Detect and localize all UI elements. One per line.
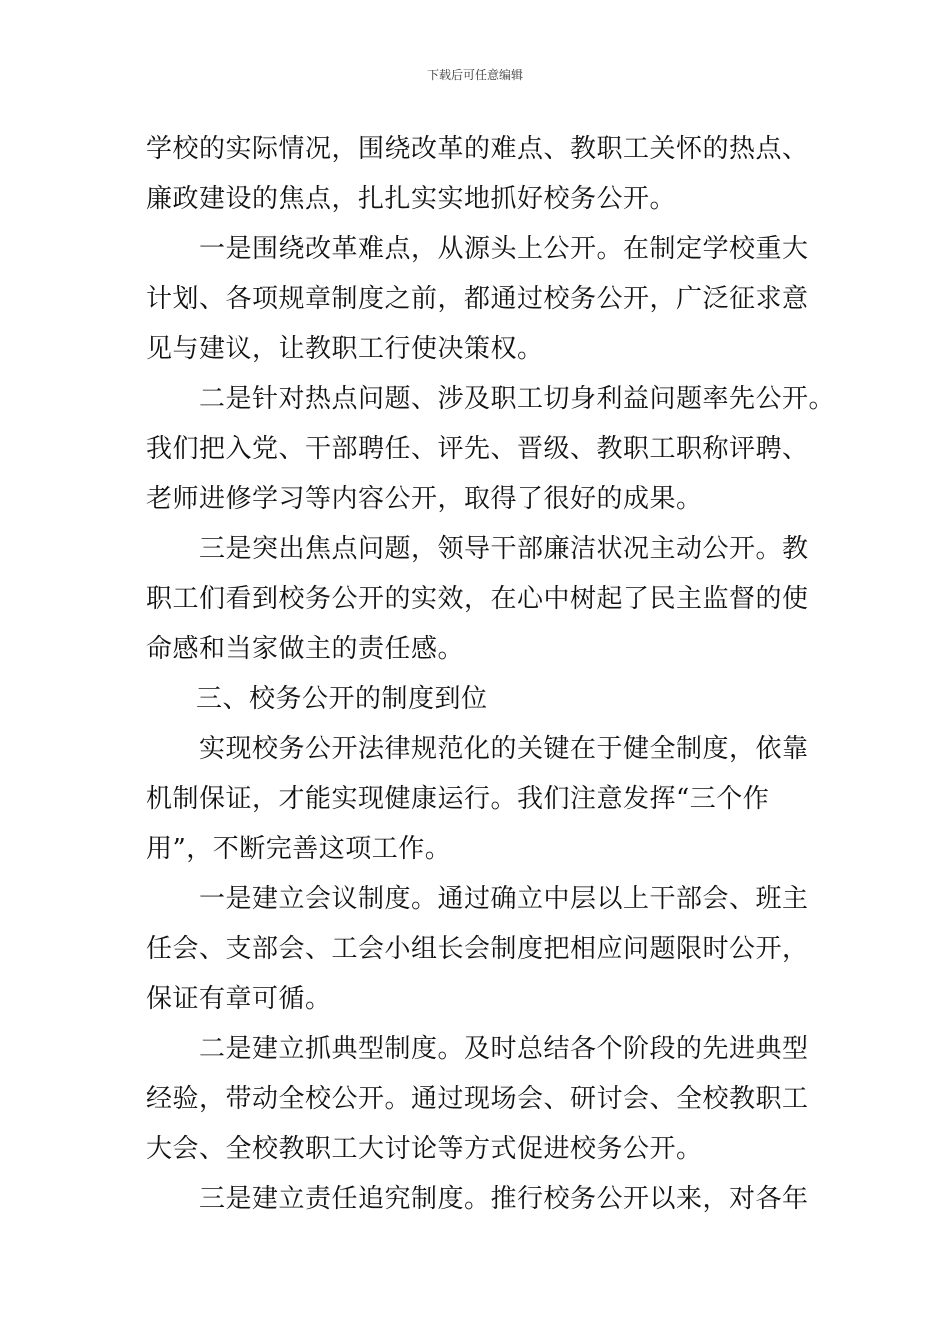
text-line: 一是围绕改革难点，从源头上公开。在制定学校重大 — [199, 234, 809, 264]
text-line: 三是突出焦点问题，领导干部廉洁状况主动公开。教 — [199, 534, 809, 564]
text-line: 机制保证，才能实现健康运行。我们注意发挥“三个作 — [146, 784, 770, 814]
text-line: 二是针对热点问题、涉及职工切身利益问题率先公开。 — [199, 384, 836, 414]
text-line: 命感和当家做主的责任感。 — [146, 634, 465, 664]
text-line: 实现校务公开法律规范化的关键在于健全制度，依靠 — [199, 734, 809, 764]
text-line: 学校的实际情况，围绕改革的难点、教职工关怀的热点、 — [146, 134, 809, 164]
text-line: 任会、支部会、工会小组长会制度把相应问题限时公开， — [146, 934, 809, 964]
text-line: 二是建立抓典型制度。及时总结各个阶段的先进典型 — [199, 1034, 809, 1064]
text-line: 我们把入党、干部聘任、评先、晋级、教职工职称评聘、 — [146, 434, 809, 464]
text-line: 大会、全校教职工大讨论等方式促进校务公开。 — [146, 1134, 703, 1164]
text-line: 老师进修学习等内容公开，取得了很好的成果。 — [146, 484, 703, 514]
page-header: 下载后可任意编辑 — [426, 68, 523, 82]
text-line: 职工们看到校务公开的实效，在心中树起了民主监督的使 — [146, 584, 809, 614]
section-heading: 三、校务公开的制度到位 — [196, 684, 488, 714]
text-line: 经验，带动全校公开。通过现场会、研讨会、全校教职工 — [146, 1084, 809, 1114]
text-line: 三是建立责任追究制度。推行校务公开以来，对各年 — [199, 1184, 809, 1214]
text-line: 见与建议，让教职工行使决策权。 — [146, 334, 544, 364]
text-line: 保证有章可循。 — [146, 984, 332, 1014]
text-line: 廉政建设的焦点，扎扎实实地抓好校务公开。 — [146, 184, 677, 214]
text-line: 用”，不断完善这项工作。 — [146, 834, 452, 864]
text-line: 计划、各项规章制度之前，都通过校务公开，广泛征求意 — [146, 284, 809, 314]
text-line: 一是建立会议制度。通过确立中层以上干部会、班主 — [199, 884, 809, 914]
